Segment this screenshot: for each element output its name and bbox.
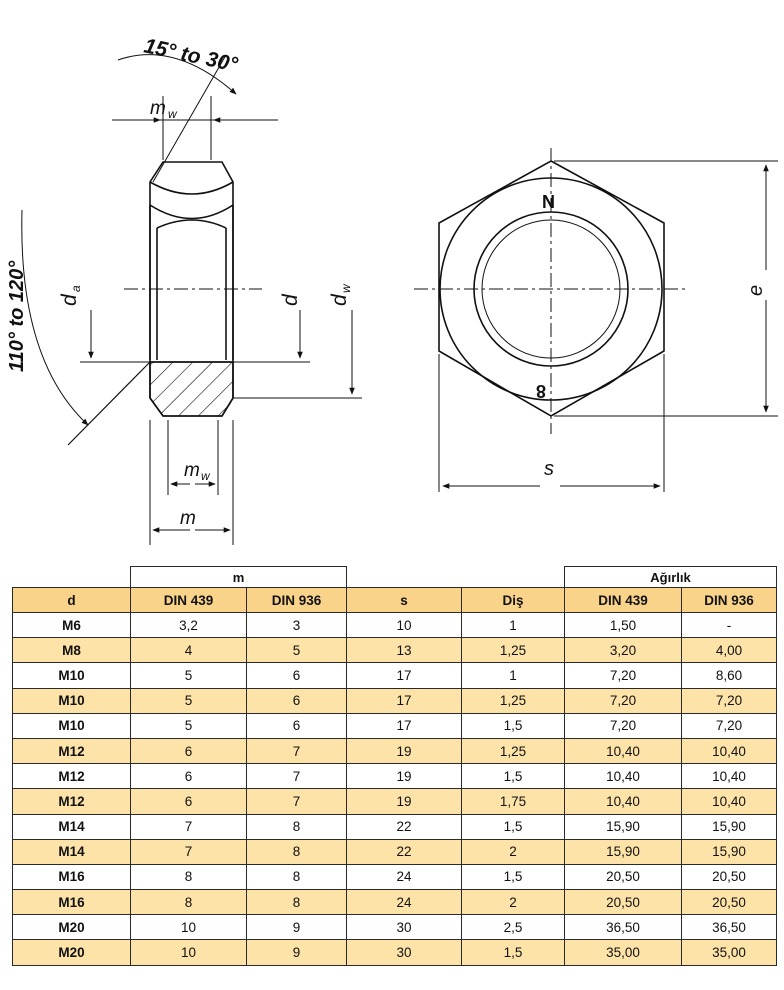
table-row <box>13 915 777 940</box>
table-cell: 7 <box>131 814 247 839</box>
table-cell: 30 <box>347 940 462 965</box>
table-cell: 10 <box>131 915 247 940</box>
table-cell: 15,90 <box>682 839 777 864</box>
table-cell-size: M10 <box>13 688 131 713</box>
group-header-blank <box>347 567 565 588</box>
table-cell: 15,90 <box>565 839 682 864</box>
table-row <box>13 663 777 688</box>
column-header: Diş <box>462 588 565 613</box>
table-cell: 36,50 <box>682 915 777 940</box>
group-header-m: m <box>131 567 347 588</box>
table-cell: 6 <box>247 713 347 738</box>
table-row <box>13 890 777 915</box>
table-cell: 10 <box>131 940 247 965</box>
mw-top-label: m <box>150 98 166 119</box>
table-cell: 4 <box>131 638 247 663</box>
table-cell: 17 <box>347 688 462 713</box>
group-header-row <box>13 567 777 588</box>
table-row <box>13 864 777 889</box>
table-cell: 1,75 <box>462 789 565 814</box>
table-cell: 8 <box>247 890 347 915</box>
table-cell: 7 <box>247 738 347 763</box>
column-header-row <box>13 588 777 613</box>
table-cell: 10 <box>347 613 462 638</box>
table-cell: 20,50 <box>682 890 777 915</box>
table-cell: 1,5 <box>462 764 565 789</box>
dw-label: d <box>328 294 351 306</box>
table-cell: 6 <box>131 764 247 789</box>
table-cell: 1,25 <box>462 738 565 763</box>
nut-marking-bottom: 8 <box>535 381 546 401</box>
table-cell: 36,50 <box>565 915 682 940</box>
table-cell: 10,40 <box>565 764 682 789</box>
table-cell-size: M12 <box>13 764 131 789</box>
table-cell: 8,60 <box>682 663 777 688</box>
table-row <box>13 713 777 738</box>
table-cell: 1 <box>462 663 565 688</box>
angle-top-label: 15° to 30° <box>141 34 240 77</box>
table-cell: - <box>682 613 777 638</box>
table-cell: 6 <box>131 789 247 814</box>
table-cell: 5 <box>131 688 247 713</box>
table-cell: 19 <box>347 738 462 763</box>
table-cell: 1,5 <box>462 864 565 889</box>
table-cell: 10,40 <box>682 764 777 789</box>
table-cell: 35,00 <box>565 940 682 965</box>
table-cell-size: M14 <box>13 814 131 839</box>
table-cell-size: M16 <box>13 890 131 915</box>
table-cell-size: M8 <box>13 638 131 663</box>
table-cell: 10,40 <box>565 738 682 763</box>
table-cell: 5 <box>131 663 247 688</box>
table-cell: 10,40 <box>682 789 777 814</box>
table-cell: 3 <box>247 613 347 638</box>
table-cell: 2 <box>462 839 565 864</box>
table-cell: 17 <box>347 663 462 688</box>
table-cell: 2,5 <box>462 915 565 940</box>
da-label: d <box>58 294 81 306</box>
table-row <box>13 638 777 663</box>
table-cell: 24 <box>347 890 462 915</box>
table-row <box>13 688 777 713</box>
table-row <box>13 789 777 814</box>
table-cell: 2 <box>462 890 565 915</box>
table-cell: 9 <box>247 940 347 965</box>
angle-side-label: 110° to 120° <box>6 260 28 372</box>
table-cell: 6 <box>131 738 247 763</box>
table-row <box>13 940 777 965</box>
table-body <box>13 613 777 966</box>
table-cell: 4,00 <box>682 638 777 663</box>
table-cell: 7 <box>247 764 347 789</box>
table-cell-size: M10 <box>13 663 131 688</box>
table-cell: 9 <box>247 915 347 940</box>
table-row <box>13 814 777 839</box>
table-cell: 5 <box>131 713 247 738</box>
table-cell: 20,50 <box>565 864 682 889</box>
table-cell: 10,40 <box>565 789 682 814</box>
table-cell: 8 <box>131 864 247 889</box>
table-cell: 19 <box>347 789 462 814</box>
table-cell: 1,50 <box>565 613 682 638</box>
table-cell: 7,20 <box>682 713 777 738</box>
da-sub: a <box>69 285 83 292</box>
table-cell: 8 <box>247 839 347 864</box>
e-label: e <box>745 284 767 296</box>
nut-marking-top: N <box>542 192 555 212</box>
column-header: DIN 439 <box>131 588 247 613</box>
table-cell-size: M20 <box>13 915 131 940</box>
nut-specification-table <box>12 566 777 966</box>
table-cell: 10,40 <box>682 738 777 763</box>
table-cell: 1,25 <box>462 638 565 663</box>
table-cell: 7,20 <box>565 713 682 738</box>
table-cell: 1,5 <box>462 814 565 839</box>
table-cell-size: M20 <box>13 940 131 965</box>
table-cell: 6 <box>247 663 347 688</box>
table-row <box>13 764 777 789</box>
d-label: d <box>279 294 302 306</box>
mw-top-sub: w <box>168 107 177 121</box>
table-cell: 24 <box>347 864 462 889</box>
table-cell: 7 <box>247 789 347 814</box>
group-header-blank <box>13 567 131 588</box>
table-cell-size: M12 <box>13 789 131 814</box>
table-cell: 1,5 <box>462 940 565 965</box>
mw-bottom-label: m <box>184 460 200 481</box>
table-cell: 1 <box>462 613 565 638</box>
table-cell: 15,90 <box>565 814 682 839</box>
front-view <box>414 148 778 492</box>
table-row <box>13 738 777 763</box>
table-cell: 22 <box>347 839 462 864</box>
table-cell: 30 <box>347 915 462 940</box>
table-cell: 7,20 <box>565 663 682 688</box>
m-label: m <box>180 508 196 529</box>
table-cell: 20,50 <box>565 890 682 915</box>
table-cell: 5 <box>247 638 347 663</box>
table-cell: 8 <box>247 864 347 889</box>
group-header-weight: Ağırlık <box>565 567 777 588</box>
table-cell-size: M14 <box>13 839 131 864</box>
table-cell-size: M12 <box>13 738 131 763</box>
s-label: s <box>544 458 554 480</box>
table-cell: 3,2 <box>131 613 247 638</box>
table-cell: 19 <box>347 764 462 789</box>
table-cell: 20,50 <box>682 864 777 889</box>
table-cell: 15,90 <box>682 814 777 839</box>
table-cell: 7 <box>131 839 247 864</box>
table-cell: 1,5 <box>462 713 565 738</box>
table-row <box>13 613 777 638</box>
column-header: s <box>347 588 462 613</box>
table-cell: 3,20 <box>565 638 682 663</box>
column-header: DIN 936 <box>682 588 777 613</box>
table-cell: 22 <box>347 814 462 839</box>
table-cell-size: M16 <box>13 864 131 889</box>
mw-bottom-sub: w <box>201 469 210 483</box>
table-row <box>13 839 777 864</box>
table-cell-size: M6 <box>13 613 131 638</box>
table-cell: 8 <box>247 814 347 839</box>
table-cell: 8 <box>131 890 247 915</box>
table-cell: 1,25 <box>462 688 565 713</box>
table-cell: 6 <box>247 688 347 713</box>
table-cell: 13 <box>347 638 462 663</box>
table-cell: 7,20 <box>565 688 682 713</box>
table-cell: 17 <box>347 713 462 738</box>
column-header: DIN 439 <box>565 588 682 613</box>
column-header: d <box>13 588 131 613</box>
nut-specification-table-wrap <box>12 566 776 966</box>
column-header: DIN 936 <box>247 588 347 613</box>
table-cell-size: M10 <box>13 713 131 738</box>
table-cell: 35,00 <box>682 940 777 965</box>
table-cell: 7,20 <box>682 688 777 713</box>
dw-sub: w <box>339 284 353 293</box>
